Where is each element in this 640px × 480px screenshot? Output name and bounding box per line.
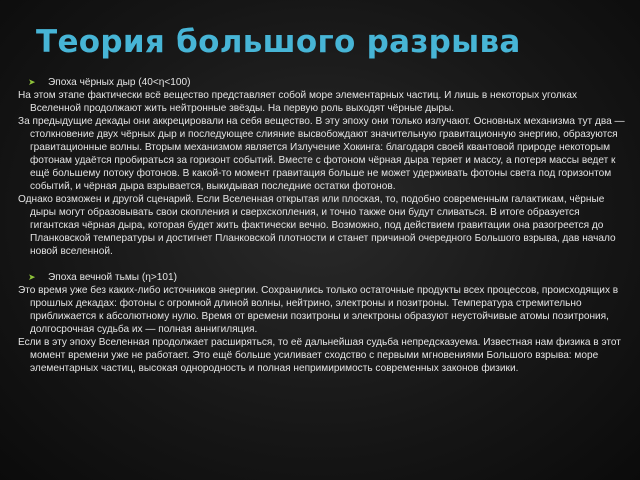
chevron-bullet-icon: ➤ [28, 272, 36, 282]
paragraph: За предыдущие декады они аккрецировали на себя вещество. В эту эпоху они только излучают. Основных механизма тут два — столкновение двух чёрных дыр и последующее слияние высвобождают значительную гравитационную энергию, образуются гравитационные волны. Вторым механизмом является Излучение Хокинга: благодаря своей квантовой природе некоторым фотонам удаётся пробираться за горизонт событий. Вместе с фотоном чёрная дыра теряет и массу, а потеря массы ведет к ещё большему потоку фотонов. В какой-то момент гравитация больше не может удерживать фотоны света под горизонтом событий, и чёрная дыра взрывается, выкидывая последние остатки фотонов. [18, 116, 625, 192]
chevron-bullet-icon: ➤ [28, 77, 36, 87]
paragraph: Если в эту эпоху Вселенная продолжает расширяться, то её дальнейшая судьба непредсказуема. Известная нам физика в этот момент времени уже не работает. Это ещё больше усиливает сходство с первыми мгновениями Большого взрыва: море элементарных частиц, высокая однородность и полная непримиримость современных законов физики. [18, 337, 621, 374]
paragraph: На этом этапе фактически всё вещество представляет собой море элементарных частиц. И лишь в некоторых уголках Вселенной продолжают жить нейтронные звёзды. На первую роль выходят чёрные дыры. [18, 90, 578, 114]
section-heading-text: Эпоха вечной тьмы (η>101) [48, 272, 177, 283]
section-heading-eternal-darkness [14, 271, 626, 284]
spacer [14, 258, 626, 271]
slide-body [14, 76, 626, 375]
paragraph: Это время уже без каких-либо источников энергии. Сохранились только остаточные продукты всех процессов, происходящих в прошлых декадах: фотоны с огромной длиной волны, нейтрино, электроны и позитроны. Температура стремительно приближается к абсолютному нулю. Время от времени позитроны и электроны образуют неустойчивые атомы позитрония, долгосрочная судьба их — полная аннигиляция. [18, 285, 619, 335]
section-heading-black-holes [14, 76, 626, 89]
slide-title: Теория большого разрыва [36, 24, 521, 60]
section-heading-text: Эпоха чёрных дыр (40<η<100) [48, 77, 191, 88]
paragraph: Однако возможен и другой сценарий. Если Вселенная открытая или плоская, то, подобно современным галактикам, чёрные дыры могут образовывать свои скопления и сверхскопления, и точно также они будут сливаться. В итоге образуется гигантская чёрная дыра, которая будет жить фактически вечно. Возможно, под действием гравитации она разогреется до Планковской температуры и достигнет Планковской плотности и станет причиной очередного Большого взрыва, дав начало новой вселенной. [18, 194, 616, 257]
